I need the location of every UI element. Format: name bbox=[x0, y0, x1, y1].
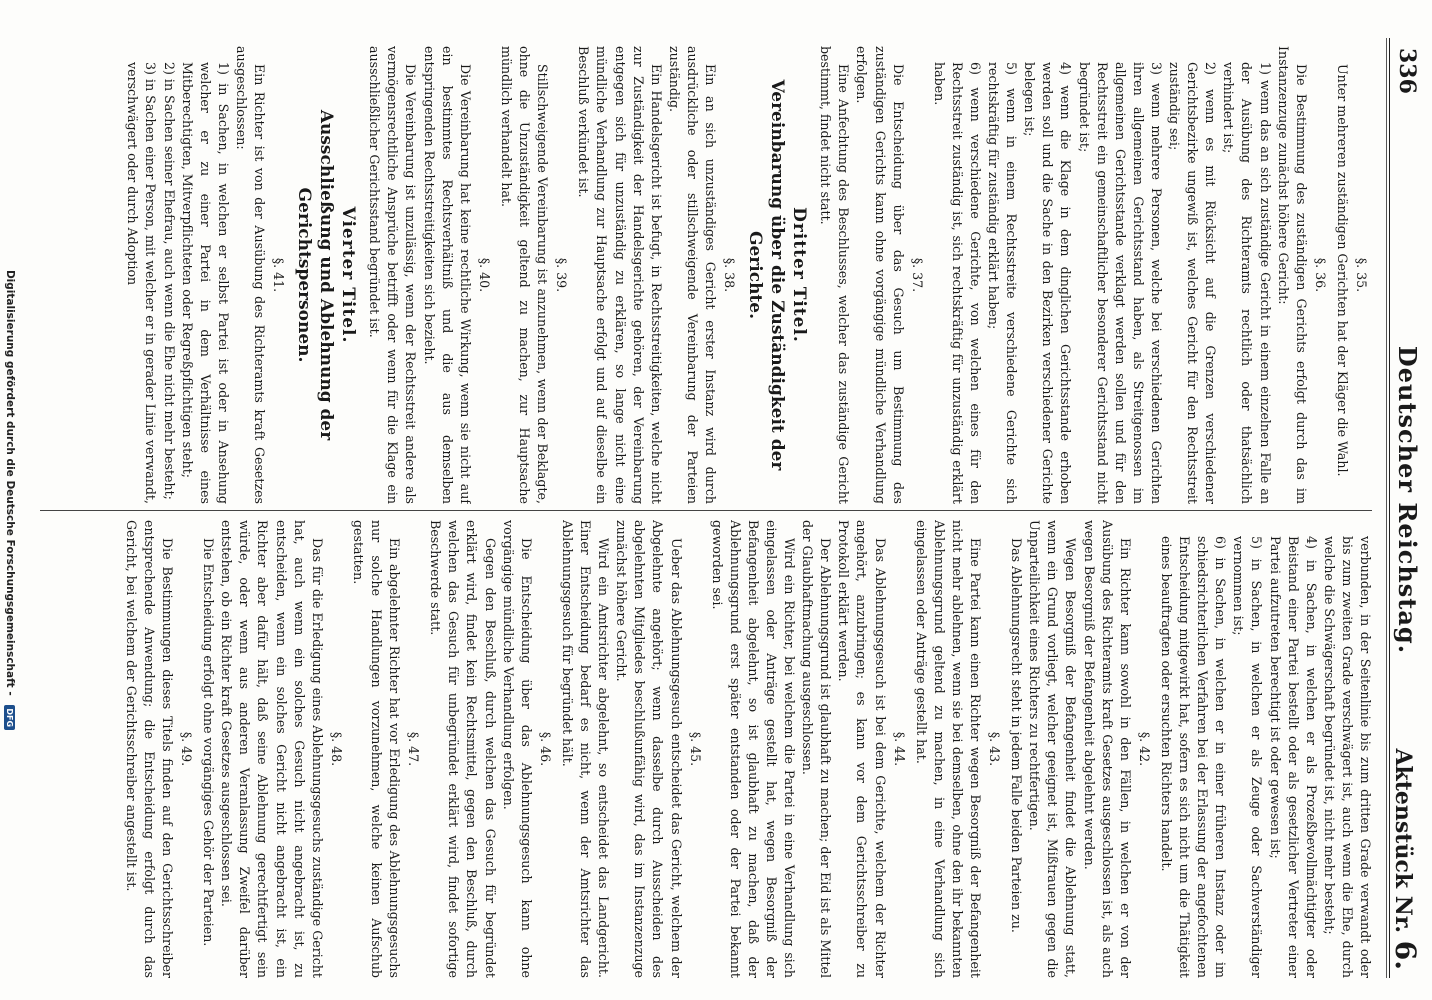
section-heading: §. 44. bbox=[891, 731, 907, 767]
paragraph: Die Bestimmungen dieses Titels finden auf den Gerichtsschreiber entsprechende Anwendung; die Entscheidung erfolgt durch das Gericht, bei welchem der Gerichtsschreiber angestellt ist. bbox=[123, 520, 175, 978]
dfg-logo: DFG bbox=[5, 705, 16, 730]
paragraph: Die Entscheidung über das Gesuch um Bestimmung des zuständigen Gerichts kann ohne vorgängige mündliche Verhandlung erfolgen. bbox=[854, 46, 906, 504]
paragraph: Eine Partei kann einen Richter wegen Besorgniß der Befangenheit nicht mehr ablehnen, wenn sie bei demselben, ohne den ihr bekannten Ablehnungsgrund geltend zu machen, in eine Verhandlung sich eingelassen oder Anträge gestellt hat. bbox=[913, 520, 984, 978]
list-item: verbunden, in der Seitenlinie bis zum dritten Grade verwandt oder bis zum zweiten Grade verschwägert ist, auch wenn die Ehe, durch welche die Schwägerschaft begründet ist, nicht mehr besteht; bbox=[1321, 536, 1373, 978]
section-heading: §. 38. bbox=[722, 257, 738, 293]
paragraph: Wird ein Richter, bei welchem die Partei in eine Verhandlung sich eingelassen oder Anträge gestellt hat, wegen Besorgniß der Befangenheit abgelehnt, so ist glaubhaft zu machen, daß der Ablehnungsgrund erst später entstanden oder der Partei bekannt geworden sei. bbox=[709, 520, 798, 978]
paragraph: Das Ablehnungsrecht steht in jedem Falle beiden Parteien zu. bbox=[1009, 538, 1025, 933]
paragraph: Wird ein Amtsrichter abgelehnt, so entscheidet das Landgericht. Einer Entscheidung bedarf es nicht, wenn der Amtsrichter das Ablehnungsgesuch für begründet hält. bbox=[559, 520, 612, 978]
left-column bbox=[24, 46, 1374, 504]
paragraph: Ein Handelsgericht ist befugt, in Rechtsstreitigkeiten, welche nicht zur Zuständigkeit der Handelsgerichte gehören, der Vereinbarung entgegen sich für unzuständig zu erklären, so lange nicht eine mündliche Verhandlung zur Hauptsache erfolgt und auf dieselbe ein Beschluß verkündet ist. bbox=[576, 46, 664, 504]
list-item: 1) wenn das an sich zuständige Gericht in einem einzelnen Falle an der Ausübung des Richteramts rechtlich oder thatsächlich verhindert ist; bbox=[1221, 62, 1273, 504]
paragraph: Das für die Erledigung eines Ablehnungsgesuchs zuständige Gericht hat, auch wenn ein solches Gesuch nicht angebracht ist, zu entscheiden, wenn ein solches Gericht nicht angebracht ist, ein Richter aber dafür hält, daß seine Ablehnung gerechtfertigt sein würde, oder wenn aus anderen Veranlassung Zweifel darüber entstehen, ob ein Richter kraft Gesetzes ausgeschlossen sei. bbox=[219, 520, 325, 978]
paragraph: Ein Richter ist von der Ausübung des Richteramts kraft Gesetzes ausgeschlossen: bbox=[233, 46, 268, 504]
paragraph: Ein abgelehnter Richter hat vor Erledigung des Ablehnungsgesuchs nur solche Handlungen vorzunehmen, welche keinen Aufschub gestatten. bbox=[350, 520, 403, 978]
paragraph: Eine Anfechtung des Beschlusses, welcher das zuständige Gericht bestimmt, findet nicht statt. bbox=[818, 46, 852, 504]
attachment-number bbox=[1389, 748, 1422, 970]
digitization-footer bbox=[4, 0, 16, 1000]
list-item: 4) in Sachen, in welchen er als Prozeßbevollmächtigter oder Beistand einer Partei bestellt oder als gesetzlicher Vertreter einer Partei aufzutreten berechtigt ist oder gewesen ist; bbox=[1267, 536, 1319, 978]
list-item: 1) in Sachen, in welchen er selbst Partei ist oder in Ansehung welcher er zu einer Partei in dem Verhältnisse eines Mitberechtigten, Mitverpflichteten oder Regreßpflichtigen steht; bbox=[179, 62, 231, 504]
list-item: 6) wenn verschiedene Gerichte, von welchen eines für den Rechtsstreit zuständig ist, sich rechtskräftig für unzuständig erklärt haben. bbox=[931, 62, 984, 504]
section-heading: §. 42. bbox=[1136, 731, 1152, 767]
section-heading: §. 37. bbox=[909, 257, 925, 293]
page-number: 336 bbox=[1394, 48, 1420, 94]
footer-text: Digitalisierung gefördert durch die Deutsche Forschungsgemeinschaft - bbox=[4, 269, 16, 696]
paragraph: Die Vereinbarung ist unzulässig, wenn der Rechtsstreit andere als vermögensrechtliche Ansprüche betrifft oder wenn für die Klage ein ausschließlicher Gerichtsstand begründet ist. bbox=[367, 46, 419, 504]
section-heading: §. 39. bbox=[554, 257, 570, 293]
list-item: 2) in Sachen seiner Ehefrau, auch wenn die Ehe nicht mehr besteht; bbox=[161, 62, 177, 500]
paragraph: Unter mehreren zuständigen Gerichten hat der Kläger die Wahl. bbox=[1334, 64, 1350, 477]
section-heading: §. 41. bbox=[271, 257, 287, 293]
paragraph: Der Ablehnungsgrund ist glaubhaft zu machen; der Eid ist als Mittel der Glaubhaftmachung ausgeschlossen. bbox=[800, 520, 834, 978]
section-heading: §. 35. bbox=[1354, 257, 1369, 293]
section-heading: §. 43. bbox=[987, 731, 1003, 767]
list-item: 3) in Sachen einer Person, mit welcher er in gerader Linie verwandt, verschwägert oder durch Adoption bbox=[125, 62, 159, 504]
attachment-num: 6. bbox=[1389, 940, 1422, 970]
section-heading: §. 40. bbox=[476, 257, 492, 293]
paragraph: Stillschweigende Vereinbarung ist anzunehmen, wenn der Beklagte, ohne die Unzuständigkeit geltend zu machen, zur Hauptsache mündlich verhandelt hat. bbox=[498, 46, 551, 504]
list-item: 2) wenn es mit Rücksicht auf die Grenzen verschiedener Gerichtsbezirke ungewiß ist, welches Gericht für den Rechtsstreit zuständig sei; bbox=[1167, 62, 1219, 504]
paragraph: Wegen Besorgniß der Befangenheit findet die Ablehnung statt, wenn ein Grund vorliegt, welcher geeignet ist, Mißtrauen gegen die Unparteilichkeit eines Richters zu rechtfertigen. bbox=[1027, 520, 1079, 978]
list-item: 5) in Sachen, in welchen er als Zeuge oder Sachverständiger vernommen ist; bbox=[1231, 536, 1265, 978]
section-heading: §. 36. bbox=[1312, 257, 1328, 293]
paragraph: Die Entscheidung über das Ablehnungsgesuch kann ohne vorgängige mündliche Verhandlung erfolgen. bbox=[500, 520, 534, 978]
paragraph: Ueber das Ablehnungsgesuch entscheidet das Gericht, welchem der Abgelehnte angehört; wenn dasselbe durch Ausscheiden des abgelehnten Mitgliedes beschlußunfähig wird, das im Instanzenzuge zunächst höhere Gericht. bbox=[614, 520, 684, 978]
title-subheading: Vereinbarung über die Zuständigkeit der Gerichte. bbox=[745, 79, 788, 471]
title-heading: Vierter Titel. bbox=[338, 206, 359, 344]
column-divider bbox=[40, 510, 1372, 511]
paragraph: Gegen den Beschluß, durch welchen das Gesuch für begründet erklärt wird, findet kein Rechtsmittel, gegen den Beschluß, durch welchen das Gesuch für unbegründet erklärt wird, findet sofortige Beschwerde statt. bbox=[428, 520, 498, 978]
list-item: 5) wenn in einem Rechtsstreite verschiedene Gerichte sich rechtskräftig für zuständig erklärt haben; bbox=[986, 62, 1020, 504]
paragraph: Ein Richter kann sowohl in den Fällen, in welchen er von der Ausübung des Richteramts kraft Gesetzes ausgeschlossen ist, als auch wegen Besorgniß der Befangenheit abgelehnt werden. bbox=[1081, 520, 1133, 978]
paragraph: Die Vereinbarung hat keine rechtliche Wirkung, wenn sie nicht auf ein bestimmtes Rechtsverhältniß und die aus demselben entspringenden Rechtsstreitigkeiten sich bezieht. bbox=[421, 46, 473, 504]
section-heading: §. 46. bbox=[537, 731, 553, 767]
list-item: 4) wenn die Klage in dem dinglichen Gerichtsstande erhoben werden soll und die Sache in den Bezirken verschiedener Gerichte belegen ist; bbox=[1022, 62, 1074, 504]
attachment-label: Aktenstück Nr. bbox=[1390, 748, 1416, 934]
paragraph: Die Bestimmung des zuständigen Gerichts erfolgt durch das im Instanzenzuge zunächst höhere Gericht: bbox=[1275, 46, 1309, 504]
paragraph: Ein an sich unzuständiges Gericht erster Instanz wird durch ausdrückliche oder stillschweigende Vereinbarung der Parteien zuständig. bbox=[666, 46, 718, 504]
title-subheading: Ausschließung und Ablehnung der Gerichtspersonen. bbox=[294, 109, 337, 441]
right-column bbox=[24, 520, 1374, 978]
section-heading: §. 49. bbox=[179, 731, 195, 767]
list-item: 6) in Sachen, in welchen er in einer früheren Instanz oder im schiedsrichterlichen Verfahren bei der Erlassung der angefochtenen Entscheidung mitgewirkt hat, sofern es sich nicht um die Thätigkeit eines beauftragten oder ersuchten Richters handelt. bbox=[1158, 536, 1229, 978]
list-item: 3) wenn mehrere Personen, welche bei verschiedenen Gerichten ihren allgemeinen Gerichtsstand haben, als Streitgenossen im allgemeinen Gerichtsstande verklagt werden sollen und für den Rechtsstreit ein gemeinschaftlicher besonderer Gerichtsstand nicht begründet ist; bbox=[1076, 62, 1164, 504]
section-heading: §. 45. bbox=[687, 731, 703, 767]
paragraph: Die Entscheidung erfolgt ohne vorgängiges Gehör der Parteien. bbox=[201, 538, 217, 947]
paragraph: Das Ablehnungsgesuch ist bei dem Gerichte, welchem der Richter angehört, anzubringen; es kann vor dem Gerichtsschreiber zu Protokoll erklärt werden. bbox=[836, 520, 888, 978]
section-heading: §. 48. bbox=[328, 731, 344, 767]
section-heading: §. 47. bbox=[406, 731, 422, 767]
header-rule bbox=[1386, 38, 1390, 978]
running-title: Deutscher Reichstag. bbox=[1393, 345, 1422, 655]
title-heading: Dritter Titel. bbox=[789, 207, 810, 343]
